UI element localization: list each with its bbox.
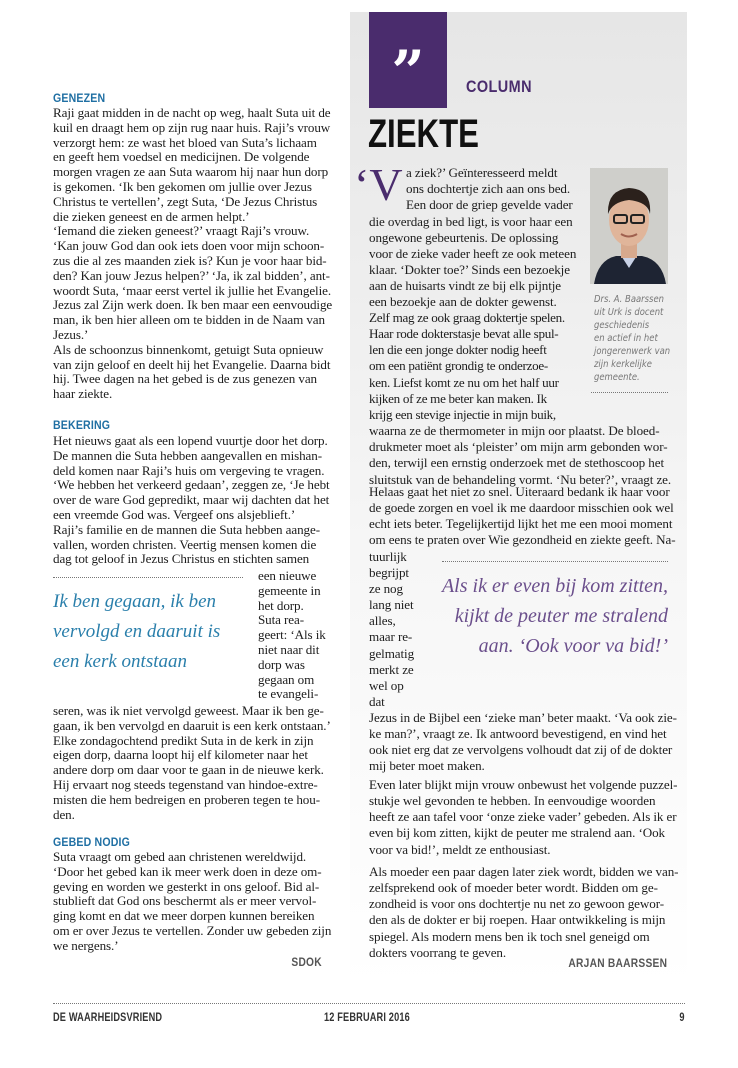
text-line: Christus te vertellen’, zegt Suta, ‘De Jezus Christus (53, 193, 318, 209)
caption-divider (591, 392, 668, 393)
text-line: jongerenwerk van (594, 346, 671, 357)
section-heading-bekering: BEKERING (53, 418, 111, 432)
text-line: krijg een stevige injectie in mijn buik, (369, 406, 556, 422)
text-line: en actief in het (594, 333, 658, 344)
text-line: echt iets beter. Tegelijkertijd lijkt het me een mooi moment (369, 516, 673, 532)
text-line: Raji’s familie en de mannen die Suta hebben aange- (53, 521, 320, 537)
text-line: spiegel. Als modern mens ben ik toch snel geneigd om (369, 928, 650, 944)
bekering-text (53, 434, 330, 567)
footer-divider (53, 1003, 685, 1004)
genezen-text (53, 106, 332, 402)
text-line: heeft ze aan tafel voor ‘onze zieke vader’ gebeden. Als ik er (369, 809, 677, 825)
text-line: om eens te praten over Wie gezondheid en ziekte geeft. Na- (369, 532, 676, 548)
text-line: zondheid is voor ons dochtertje nu net zo gewoon gewor- (369, 896, 664, 912)
text-line: kuil en draagt hem op zijn rug naar huis. Raji’s vrouw (53, 119, 331, 135)
text-line: waarna ze de thermometer in mijn oor plaatst. De bloed- (369, 423, 660, 439)
text-line: ‘Kan jouw God dan ook iets doen voor mijn schoon- (53, 238, 325, 254)
author-photo (590, 168, 668, 284)
footer-publication: DE WAARHEIDSVRIEND (53, 1012, 163, 1024)
text-line: merkt ze (369, 661, 414, 677)
author-caption (594, 293, 680, 384)
text-line: andere dorp om daar voor te gaan in de nieuwe kerk. (53, 762, 324, 778)
text-line: Jezus in de Bijbel een ‘zieke man’ beter maakt. ‘Va ook zie- (369, 710, 677, 725)
text-line: gemeente. (594, 372, 640, 383)
text-line: maar re- (369, 629, 413, 645)
text-line: ‘Iemand die zieken geneest?’ vraagt Raji’s vrouw. (53, 223, 310, 239)
text-line: begrijpt (369, 564, 409, 580)
paragraph-3-narrow (369, 549, 414, 711)
text-line: woordt Suta, ‘maar eerst vertel ik jullie het Evangelie. (53, 282, 332, 298)
text-line: ons dochtertje zich aan ons bed. (406, 181, 571, 197)
text-line: man, ik ben hier alleen om te bidden in de Naam van (53, 312, 325, 328)
text-line: den? Kan jouw Jezus helpen?’ ‘Ja, ik zal bidden’, ant- (53, 267, 330, 283)
paragraph-4 (369, 777, 677, 858)
text-line: gemeente in (258, 582, 321, 598)
text-line: Even later blijkt mijn vrouw onbewust het volgende puzzel- (369, 777, 678, 792)
text-line: drukmeter moet als ‘pleister’ om mijn arm gebonden wor- (369, 439, 668, 455)
text-line: klaar. ‘Dokter toe?’ Sinds een bezoekje (369, 261, 570, 277)
page-number: 9 (679, 1012, 685, 1024)
text-line: De mannen die Suta hebben aangevallen en mishan- (53, 447, 322, 463)
text-line: gegaan om (258, 671, 315, 687)
drop-cap: ‘V (354, 159, 403, 210)
text-line: het dorp. (258, 597, 304, 613)
text-line: Raji gaat midden in de nacht op weg, haalt Suta uit de (53, 105, 331, 120)
text-line: een kerk ontstaan (53, 651, 188, 672)
text-line: ongewone gebeurtenis. De oplossing (369, 229, 559, 245)
text-line: over de ware God gepredikt, maar wij dachten dat het (53, 492, 330, 508)
text-line: is gekomen. ‘Ik ben gekomen om jullie over Jezus (53, 178, 312, 194)
text-line: Zelf mag ze ook graag doktertje spelen. (369, 310, 565, 325)
text-line: Helaas gaat het niet zo snel. Uiteraard bedank ik haar voor (369, 484, 670, 499)
text-line: stublieft dat God ons beschermt als er meer vervol- (53, 893, 317, 909)
text-line: den. (53, 806, 75, 822)
text-line: geert: ‘Als ik (258, 627, 326, 643)
text-line: de goede zorgen en voel ik me daardoor misschien ook wel (369, 500, 674, 516)
text-line: verzorgt hem: ze wast het bloed van Suta’s lichaam (53, 134, 317, 150)
text-line: om er over Jezus te vertellen. Zonder uw gebeden zijn (53, 922, 332, 938)
text-line: zelfsprekend ook of moeder beter wordt. Bidden om ge- (369, 880, 658, 896)
text-line: Elke zondagochtend predikt Suta in de kerk in zijn (53, 732, 314, 748)
intro-text-first (406, 165, 573, 213)
text-line: hij. Twee dagen na het gebed is de zus genezen van (53, 371, 317, 387)
text-line: uit Urk is docent (594, 307, 664, 318)
text-line: om een patiënt grondig te onderzoe- (369, 358, 548, 374)
text-line: Een door de griep gevelde vader (406, 197, 573, 213)
pull-quote-divider (442, 561, 668, 562)
text-line: Hij ervaart nog steeds tegenstand van hindoe-extre- (53, 776, 318, 792)
text-line: ‘Door het gebed kan ik meer werk doen in deze om- (53, 863, 322, 879)
text-line: ook niet erg dat ze vervolgens volhoudt dat zij of de dokter (369, 742, 673, 758)
text-line: a ziek?’ Geïnteresseerd meldt (406, 165, 558, 180)
text-line: seren, was ik niet vervolgd geweest. Maar ik ben ge- (53, 703, 324, 718)
text-line: ging komt en dat we meer dorpen kunnen bereiken (53, 908, 315, 924)
text-line: tuurlijk (369, 548, 407, 564)
pull-quote-right (442, 571, 668, 661)
text-line: even bij kom zitten, kijkt de peuter me stralend aan. ‘Ook (369, 825, 665, 841)
text-line: die zieken geneest en de armen helpt.’ (53, 208, 250, 224)
paragraph-2 (369, 310, 565, 423)
paragraph-5 (369, 864, 678, 961)
text-line: mij beter moet maken. (369, 758, 485, 774)
quote-mark-icon: ” (391, 38, 425, 106)
text-line: vallen, worden christen. Veertig mensen komen die (53, 536, 317, 552)
text-line: die overdag in bed ligt, is voor haar een (369, 213, 573, 229)
text-line: wel op (369, 677, 404, 693)
text-line: alles, (369, 613, 396, 629)
text-line: morgen vragen ze aan Suta waarom hij naar hun dorp (53, 164, 329, 180)
text-line: te evangeli- (258, 686, 319, 702)
text-line: dat (369, 694, 385, 709)
text-line: zijn kerkelijke (594, 359, 652, 370)
text-line: den als de dokter er bij roepen. Haar ontwikkeling is mijn (369, 912, 666, 928)
text-line: haar ziekte. (53, 386, 113, 402)
author-signature-left: SDOK (291, 955, 322, 969)
text-line: Drs. A. Baarssen (594, 294, 665, 305)
column-title: ZIEKTE (368, 112, 479, 156)
text-line: Ik ben gegaan, ik ben (53, 591, 217, 612)
divider (53, 577, 243, 578)
text-line: geving en worden we gesterkt in ons geloof. Bid al- (53, 878, 320, 894)
text-line: Als ik er even bij kom zitten, (441, 575, 668, 597)
text-line: len die een jonge dokter nodig heeft (369, 342, 547, 358)
text-line: dag tot geloof in Jezus Christus en stichten samen (53, 551, 310, 567)
quote-box (369, 12, 447, 108)
text-line: aan de huisarts vindt ze bij elk pijntje (369, 278, 561, 294)
text-line: Als moeder een paar dagen later ziek wordt, bidden we van- (369, 864, 679, 879)
text-line: Het nieuws gaat als een lopend vuurtje door het dorp. (53, 433, 328, 448)
text-line: lang niet (369, 597, 414, 613)
column-label: COLUMN (466, 77, 532, 96)
text-line: en geeft hem voedsel en medicijnen. De volgende (53, 149, 310, 165)
portrait-image (590, 168, 668, 284)
text-line: sluitstuk van de behandeling vormt. ‘Nu beter?’, vraagt ze. (369, 471, 672, 487)
text-line: van zijn geloof en deelt hij het Evangelie. Daarna bidt (53, 356, 331, 372)
text-line: ken. Liefst komt ze nu om het half uur (369, 374, 559, 390)
text-line: Suta rea- (258, 612, 304, 628)
text-line: stukje wel gevonden te hebben. In eenvoudige woorden (369, 793, 656, 809)
text-line: een vreemde God was. Vergeef ons alsjeblieft.’ (53, 506, 296, 522)
paragraph-3 (369, 484, 675, 549)
bekering-narrow-text (258, 569, 326, 702)
text-line: gelmatig (369, 645, 415, 661)
text-line: dorp was (258, 656, 305, 672)
text-line: ze nog (369, 580, 403, 596)
gebed-text (53, 850, 331, 954)
text-line: den, terwijl een ernstig onderzoek met de stethoscoop het (369, 455, 664, 471)
text-line: we nergens.’ (53, 937, 119, 953)
text-line: niet naar dit (258, 641, 320, 657)
author-signature-column: ARJAN BAARSSEN (568, 956, 667, 970)
text-line: geschiedenis (594, 320, 650, 331)
text-line: kijken of ze me beter kan maken. Ik (369, 390, 547, 406)
section-heading-genezen: GENEZEN (53, 91, 106, 105)
paragraph-2-continued (369, 423, 671, 488)
text-line: ‘We hebben het verkeerd gedaan’, zeggen ze, ‘Je hebt (53, 477, 330, 493)
text-line: zus die al zes maanden ziek is? Kun je voor haar bid- (53, 252, 327, 268)
text-line: dokters voorrang te geven. (369, 944, 507, 960)
text-line: Suta vraagt om gebed aan christenen wereldwijd. (53, 849, 307, 864)
text-line: Jezus zal Zijn werk doen. Ik ben maar een eenvoudige (53, 297, 333, 313)
footer-date: 12 FEBRUARI 2016 (324, 1012, 410, 1024)
text-line: misten die hem bedreigen en proberen tegen te hou- (53, 791, 320, 807)
text-line: een bezoekje aan de dokter gewenst. (369, 294, 557, 310)
text-line: kijkt de peuter me stralend (454, 605, 668, 627)
text-line: aan. ‘Ook voor va bid!’ (478, 635, 668, 657)
intro-text (369, 214, 576, 311)
text-line: Jezus.’ (53, 326, 89, 342)
text-line: Als de schoonzus binnenkomt, getuigt Suta opnieuw (53, 341, 324, 357)
text-line: een nieuwe (258, 568, 317, 583)
pull-quote-left (53, 587, 220, 677)
text-line: ke man?’, vraagt ze. Ik antwoord bevestigend, en vind het (369, 726, 667, 742)
text-line: vervolgd en daaruit is (53, 621, 221, 642)
text-line: eigen dorp, daarna loopt hij elf kilometer naar het (53, 747, 308, 763)
text-line: deld komen naar Raji’s huis om vergeving te vragen. (53, 462, 325, 478)
text-line: voor de zieke vader heeft ze ook meteen (369, 245, 577, 261)
paragraph-3-continued (369, 710, 677, 775)
section-heading-gebed-nodig: GEBED NODIG (53, 835, 131, 849)
text-line: voor va bid!’, meldt ze enthousiast. (369, 841, 551, 857)
text-line: gaan, ik ben vervolgd en daaruit is een kerk ontstaan.’ (53, 717, 331, 733)
bekering-text-continued (53, 704, 331, 822)
text-line: Haar rode dokterstasje bevat alle spul- (369, 326, 559, 342)
